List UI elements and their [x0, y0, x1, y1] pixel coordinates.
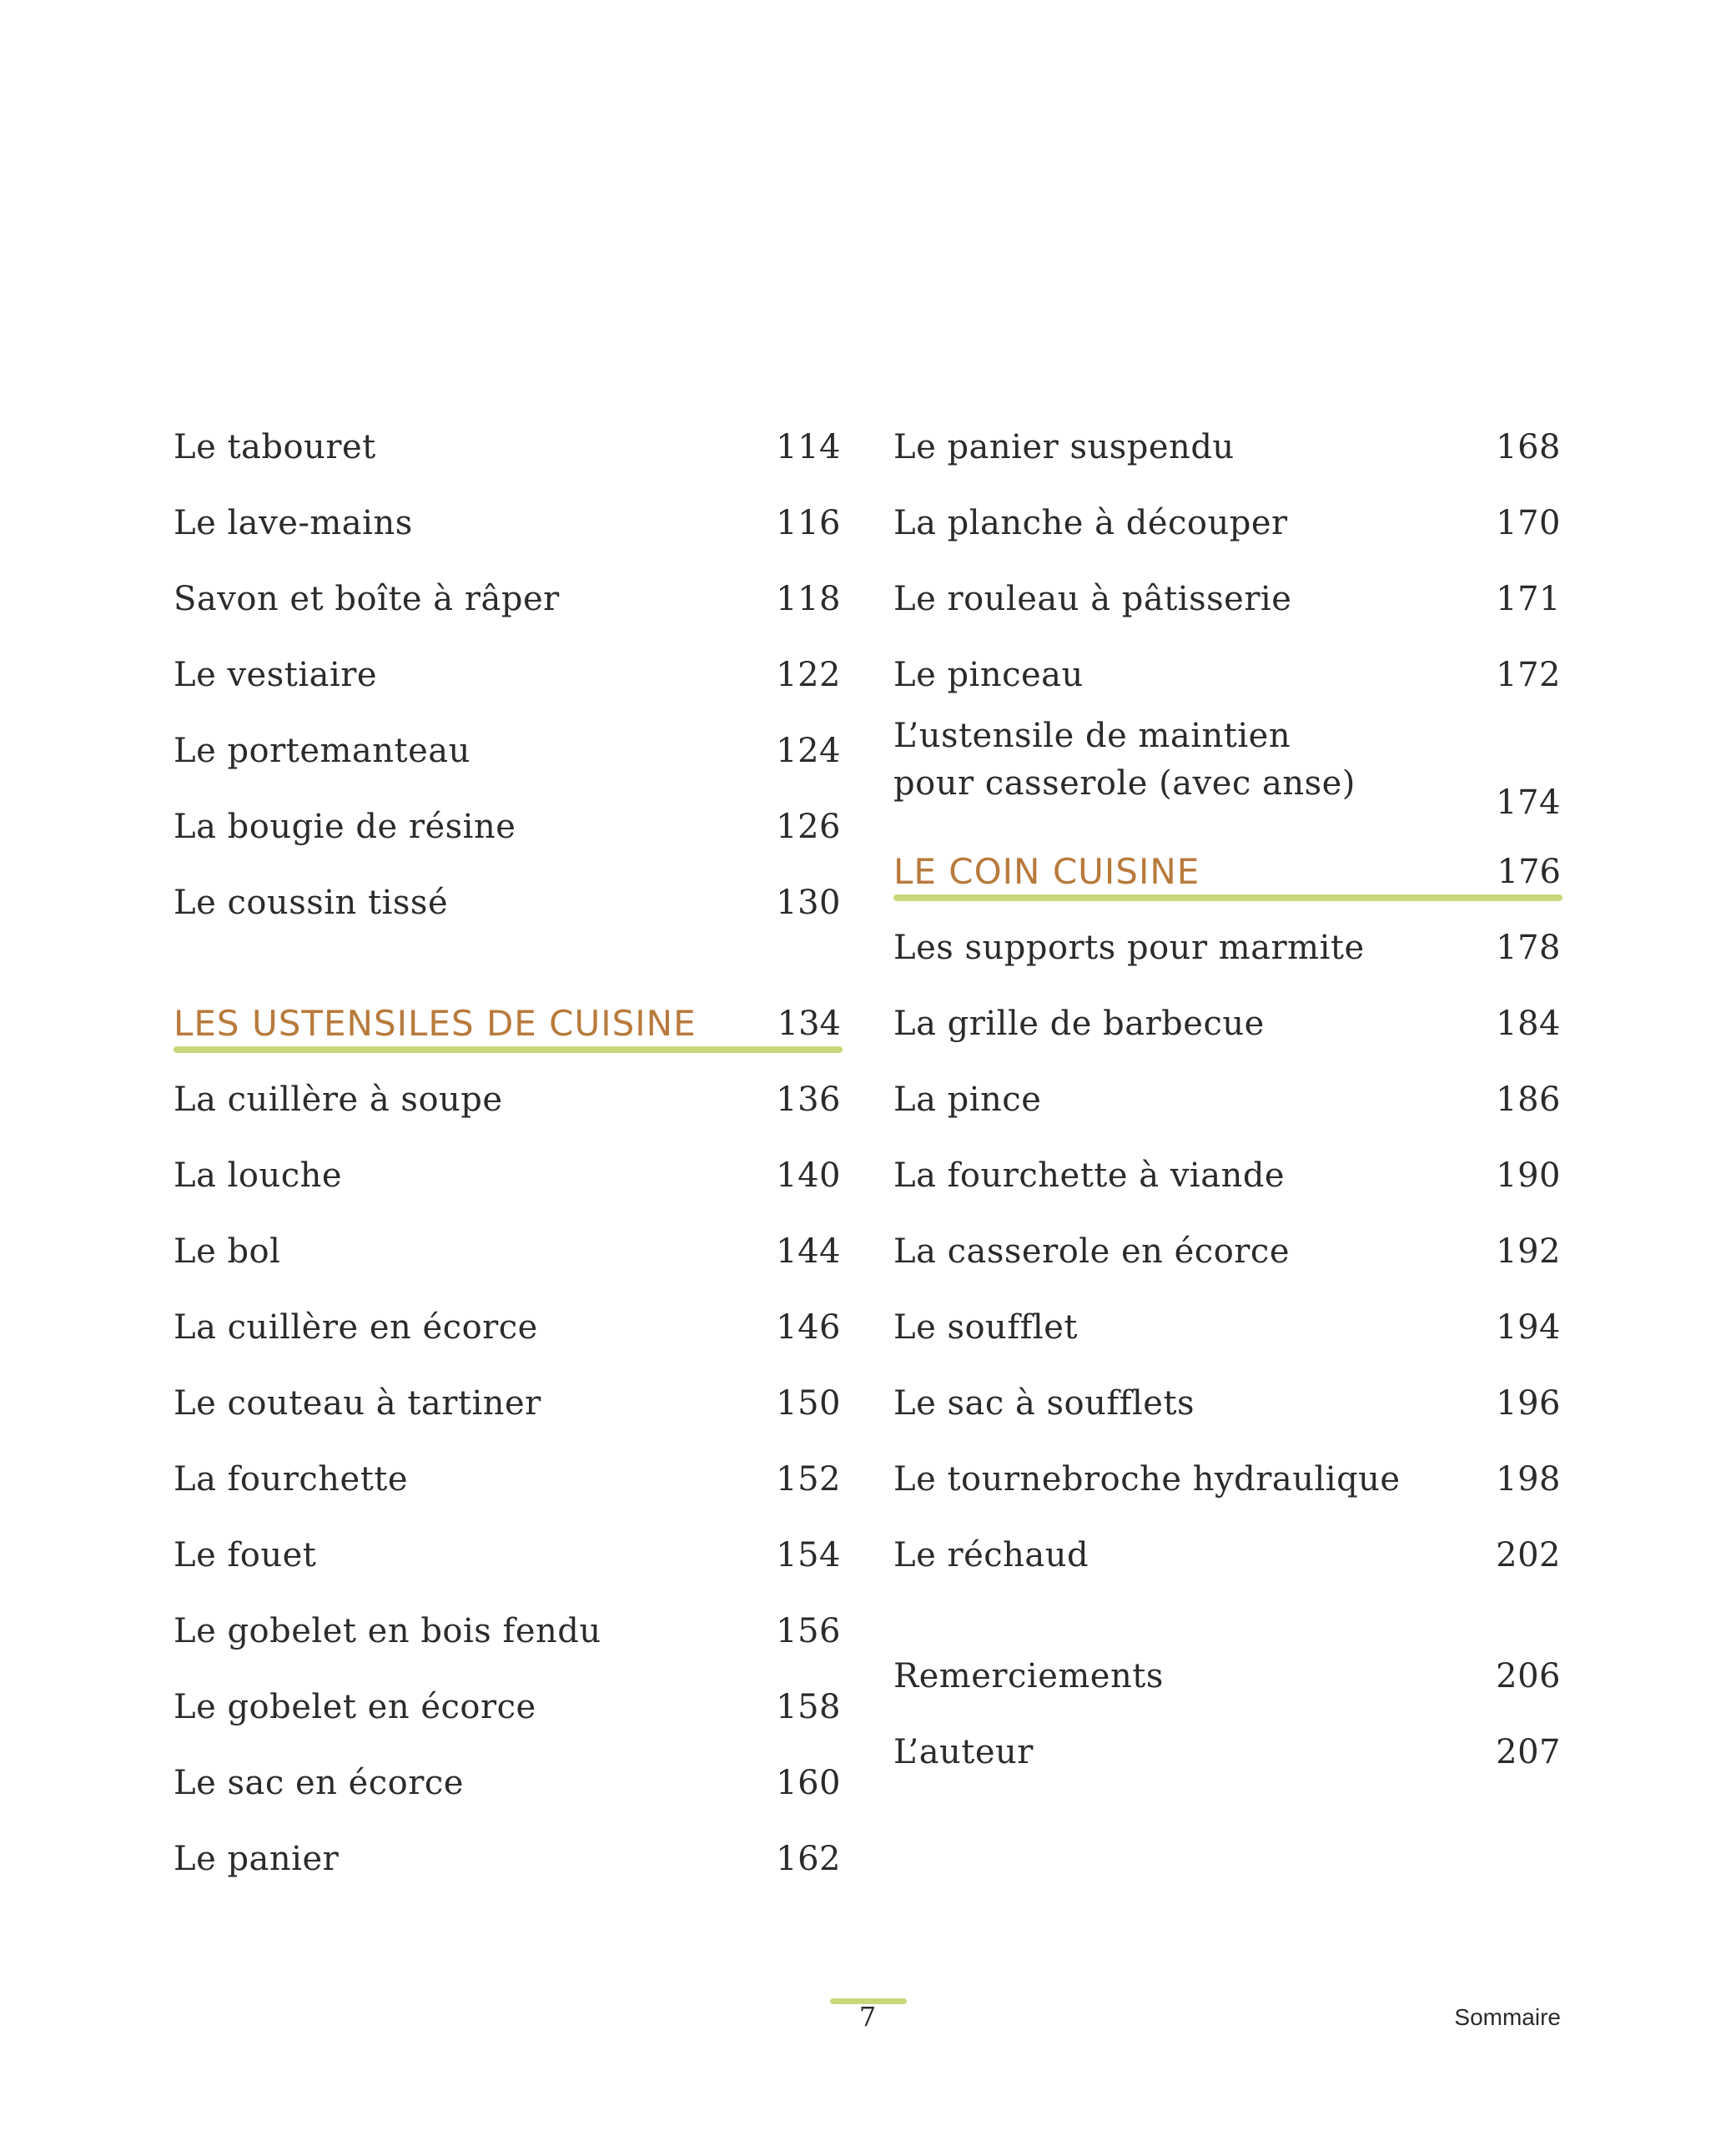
toc-entry-page: 178: [1496, 928, 1561, 967]
toc-entry-title: Le rouleau à pâtisserie: [893, 579, 1292, 618]
toc-entry-title: Le pinceau: [893, 655, 1084, 694]
toc-entry[interactable]: [893, 985, 1561, 1061]
toc-entry-title: Le lave-mains: [174, 503, 413, 542]
toc-entry-title: Le vestiaire: [174, 655, 378, 694]
section-ustensiles-de-cuisine[interactable]: [174, 985, 841, 1061]
toc-entry-page: 124: [776, 731, 841, 770]
toc-entry-title: Le coussin tissé: [174, 883, 449, 922]
toc-entry-title: Le panier: [174, 1839, 340, 1878]
toc-entry[interactable]: [893, 409, 1561, 485]
toc-entry-title: Les supports pour marmite: [893, 928, 1365, 967]
toc-entry[interactable]: [174, 864, 841, 940]
toc-entry-page: 156: [776, 1611, 841, 1650]
toc-entry-title: Le gobelet en bois fendu: [174, 1611, 601, 1650]
toc-entry-page: 146: [776, 1307, 841, 1347]
toc-entry-title: La fourchette: [174, 1459, 409, 1499]
toc-entry-page: 202: [1496, 1535, 1561, 1574]
toc-entry[interactable]: [893, 1061, 1561, 1137]
toc-entry-title-line1: L’ustensile de maintien: [893, 717, 1291, 755]
toc-entry-page: 170: [1496, 503, 1561, 542]
toc-entry-page: 130: [776, 883, 841, 922]
toc-entry-title: Le tabouret: [174, 427, 376, 466]
toc-entry-page: 152: [776, 1459, 841, 1499]
toc-entry-title: Le panier suspendu: [893, 427, 1235, 466]
toc-entry-page: 126: [776, 807, 841, 846]
toc-entry-title: Le réchaud: [893, 1535, 1089, 1574]
toc-entry[interactable]: [174, 1137, 841, 1213]
toc-right-top-list: [893, 409, 1561, 713]
toc-entry-title: [893, 713, 1356, 808]
toc-entry[interactable]: [893, 1289, 1561, 1365]
toc-entry-title: Le bol: [174, 1232, 281, 1271]
toc-entry[interactable]: [174, 788, 841, 864]
toc-entry[interactable]: [893, 1638, 1561, 1714]
toc-entry-title: La cuillère en écorce: [174, 1307, 538, 1347]
toc-entry-title: La grille de barbecue: [893, 1004, 1265, 1043]
toc-entry[interactable]: [893, 1441, 1561, 1517]
toc-entry[interactable]: [174, 1213, 841, 1289]
toc-entry-page: 122: [776, 655, 841, 694]
toc-entry-page: 198: [1496, 1459, 1561, 1499]
toc-entry[interactable]: [174, 409, 841, 485]
toc-entry-title: La casserole en écorce: [893, 1232, 1290, 1271]
toc-entry[interactable]: [174, 1745, 841, 1821]
toc-right-column: [893, 409, 1561, 1790]
toc-entry-page: 190: [1496, 1156, 1561, 1195]
toc-entry-title: La cuillère à soupe: [174, 1080, 503, 1119]
toc-entry-page: 184: [1496, 1004, 1561, 1043]
spacer: [174, 940, 841, 985]
toc-entry-title: La louche: [174, 1156, 343, 1195]
toc-entry-title: La pince: [893, 1080, 1042, 1119]
toc-entry-title: Le couteau à tartiner: [174, 1383, 541, 1423]
toc-entry[interactable]: [893, 485, 1561, 561]
toc-left-column: [174, 409, 841, 1897]
toc-entry-page: 160: [776, 1763, 841, 1802]
section-underline: [174, 1046, 843, 1053]
toc-entry-title: Savon et boîte à râper: [174, 579, 560, 618]
toc-entry-title: Le tournebroche hydraulique: [893, 1459, 1401, 1499]
toc-entry[interactable]: [174, 485, 841, 561]
toc-entry[interactable]: [893, 1213, 1561, 1289]
running-title: Sommaire: [1454, 2004, 1561, 2030]
toc-entry-page: 136: [776, 1080, 841, 1119]
toc-entry-page: 186: [1496, 1080, 1561, 1119]
toc-entry-title: L’auteur: [893, 1732, 1034, 1771]
toc-entry[interactable]: [174, 1517, 841, 1593]
toc-entry[interactable]: [893, 561, 1561, 637]
toc-entry[interactable]: [174, 1365, 841, 1441]
toc-entry[interactable]: [893, 637, 1561, 713]
toc-entry-title-line2: pour casserole (avec anse): [893, 764, 1356, 803]
section-heading: LES USTENSILES DE CUISINE: [174, 1003, 697, 1044]
toc-entry[interactable]: [174, 1669, 841, 1745]
toc-entry[interactable]: [174, 1061, 841, 1137]
toc-entry-page: 172: [1496, 655, 1561, 694]
section-page-number: 176: [1497, 852, 1561, 891]
page-number: 7: [858, 2001, 877, 2033]
toc-entry-page: 116: [776, 503, 841, 542]
toc-entry[interactable]: [893, 1517, 1561, 1593]
toc-entry-ustensile-maintien[interactable]: [893, 713, 1561, 834]
toc-entry[interactable]: [174, 637, 841, 713]
toc-entry-title: Remerciements: [893, 1656, 1164, 1695]
toc-entry-page: 154: [776, 1535, 841, 1574]
toc-entry-page: 168: [1496, 427, 1561, 466]
toc-entry[interactable]: [174, 713, 841, 788]
toc-entry-page: 114: [776, 427, 841, 466]
toc-right-section-list: [893, 909, 1561, 1593]
section-coin-cuisine[interactable]: [893, 834, 1561, 909]
section-underline: [893, 894, 1562, 901]
toc-entry-page: 192: [1496, 1232, 1561, 1271]
toc-entry-page: 144: [776, 1232, 841, 1271]
toc-entry[interactable]: [174, 561, 841, 637]
toc-entry[interactable]: [174, 1593, 841, 1669]
toc-entry-page: 174: [1496, 783, 1561, 822]
toc-entry[interactable]: [893, 1365, 1561, 1441]
toc-entry-page: 158: [776, 1687, 841, 1726]
toc-entry-page: 150: [776, 1383, 841, 1423]
toc-left-section-list: [174, 1061, 841, 1897]
toc-entry-title: La bougie de résine: [174, 807, 516, 846]
toc-entry-title: Le fouet: [174, 1535, 317, 1574]
toc-entry[interactable]: [174, 1821, 841, 1897]
toc-entry[interactable]: [893, 1714, 1561, 1790]
toc-entry-title: La fourchette à viande: [893, 1156, 1286, 1195]
toc-entry-page: 196: [1496, 1383, 1561, 1423]
toc-entry-title: Le sac à soufflets: [893, 1383, 1195, 1423]
toc-entry-title: Le soufflet: [893, 1307, 1078, 1347]
toc-entry-title: Le gobelet en écorce: [174, 1687, 536, 1726]
toc-entry-title: Le portemanteau: [174, 731, 470, 770]
section-page-number: 134: [777, 1004, 841, 1043]
toc-entry-title: Le sac en écorce: [174, 1763, 464, 1802]
toc-entry-page: 206: [1496, 1656, 1561, 1695]
toc-left-top-list: [174, 409, 841, 940]
toc-right-end-list: [893, 1638, 1561, 1790]
toc-entry-page: 194: [1496, 1307, 1561, 1347]
toc-entry[interactable]: [893, 909, 1561, 985]
toc-entry[interactable]: [174, 1289, 841, 1365]
toc-entry[interactable]: [893, 1137, 1561, 1213]
toc-entry-page: 207: [1496, 1732, 1561, 1771]
toc-entry-page: 171: [1496, 579, 1561, 618]
section-heading: LE COIN CUISINE: [893, 851, 1200, 892]
spacer: [893, 1593, 1561, 1638]
toc-entry-page: 140: [776, 1156, 841, 1195]
toc-entry-page: 118: [776, 579, 841, 618]
toc-entry-title: La planche à découper: [893, 503, 1288, 542]
toc-entry-page: 162: [776, 1839, 841, 1878]
toc-entry[interactable]: [174, 1441, 841, 1517]
